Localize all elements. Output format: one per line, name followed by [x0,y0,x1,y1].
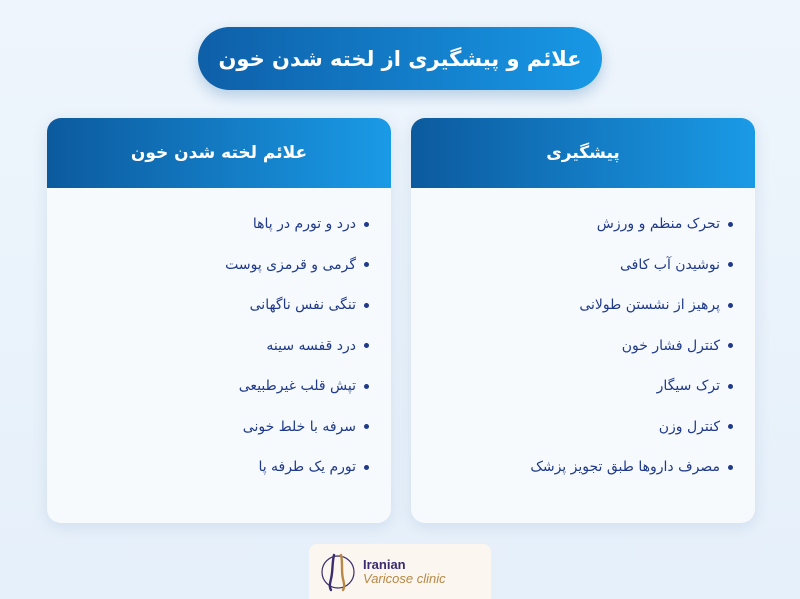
bullet-icon [364,303,369,308]
prevention-heading: پیشگیری [546,143,620,163]
list-item [421,366,733,407]
list-item [57,326,369,367]
bullet-icon [364,384,369,389]
prevention-card [411,118,755,523]
bullet-icon [728,303,733,308]
symptoms-card [47,118,391,523]
symptoms-heading: علائم لخته شدن خون [130,143,308,163]
symptoms-card-header [47,118,391,188]
list-item-text: مصرف داروها طبق تجویز پزشک [530,459,720,476]
bullet-icon [728,222,733,227]
clinic-logo [309,544,491,599]
page-title-text: علائم و پیشگیری از لخته شدن خون [218,46,582,71]
prevention-card-header [411,118,755,188]
list-item-text: گرمی و قرمزی پوست [225,256,356,273]
list-item-text: تورم یک طرفه پا [258,459,356,476]
list-item-text: ترک سیگار [656,378,720,395]
bullet-icon [728,424,733,429]
bullet-icon [364,262,369,267]
list-item-text: درد قفسه سینه [266,337,356,354]
list-item-text: سرفه با خلط خونی [242,418,356,435]
list-item [421,407,733,448]
list-item-text: تپش قلب غیرطبیعی [238,378,356,395]
list-item-text: پرهیز از نشستن طولانی [579,297,720,314]
legs-logo-icon [321,549,355,595]
bullet-icon [364,424,369,429]
list-item [57,285,369,326]
clinic-logo-text [363,558,446,585]
bullet-icon [728,465,733,470]
list-item-text: کنترل فشار خون [621,337,720,354]
clinic-name-line2: Varicose clinic [363,570,446,586]
list-item [421,326,733,367]
bullet-icon [364,222,369,227]
prevention-list [411,188,755,488]
list-item [57,366,369,407]
list-item [421,447,733,488]
bullet-icon [364,343,369,348]
list-item [421,245,733,286]
bullet-icon [728,384,733,389]
page-title [198,27,602,90]
bullet-icon [728,262,733,267]
list-item [57,407,369,448]
bullet-icon [728,343,733,348]
list-item [57,447,369,488]
list-item-text: کنترل وزن [658,418,720,435]
list-item-text: تنگی نفس ناگهانی [249,297,356,314]
list-item [421,285,733,326]
list-item [57,245,369,286]
bullet-icon [364,465,369,470]
list-item-text: درد و تورم در پاها [252,216,356,233]
list-item [57,204,369,245]
list-item-text: تحرک منظم و ورزش [596,216,720,233]
list-item-text: نوشیدن آب کافی [620,256,720,273]
symptoms-list [47,188,391,488]
list-item [421,204,733,245]
clinic-name-line1: Iranian [363,556,406,572]
